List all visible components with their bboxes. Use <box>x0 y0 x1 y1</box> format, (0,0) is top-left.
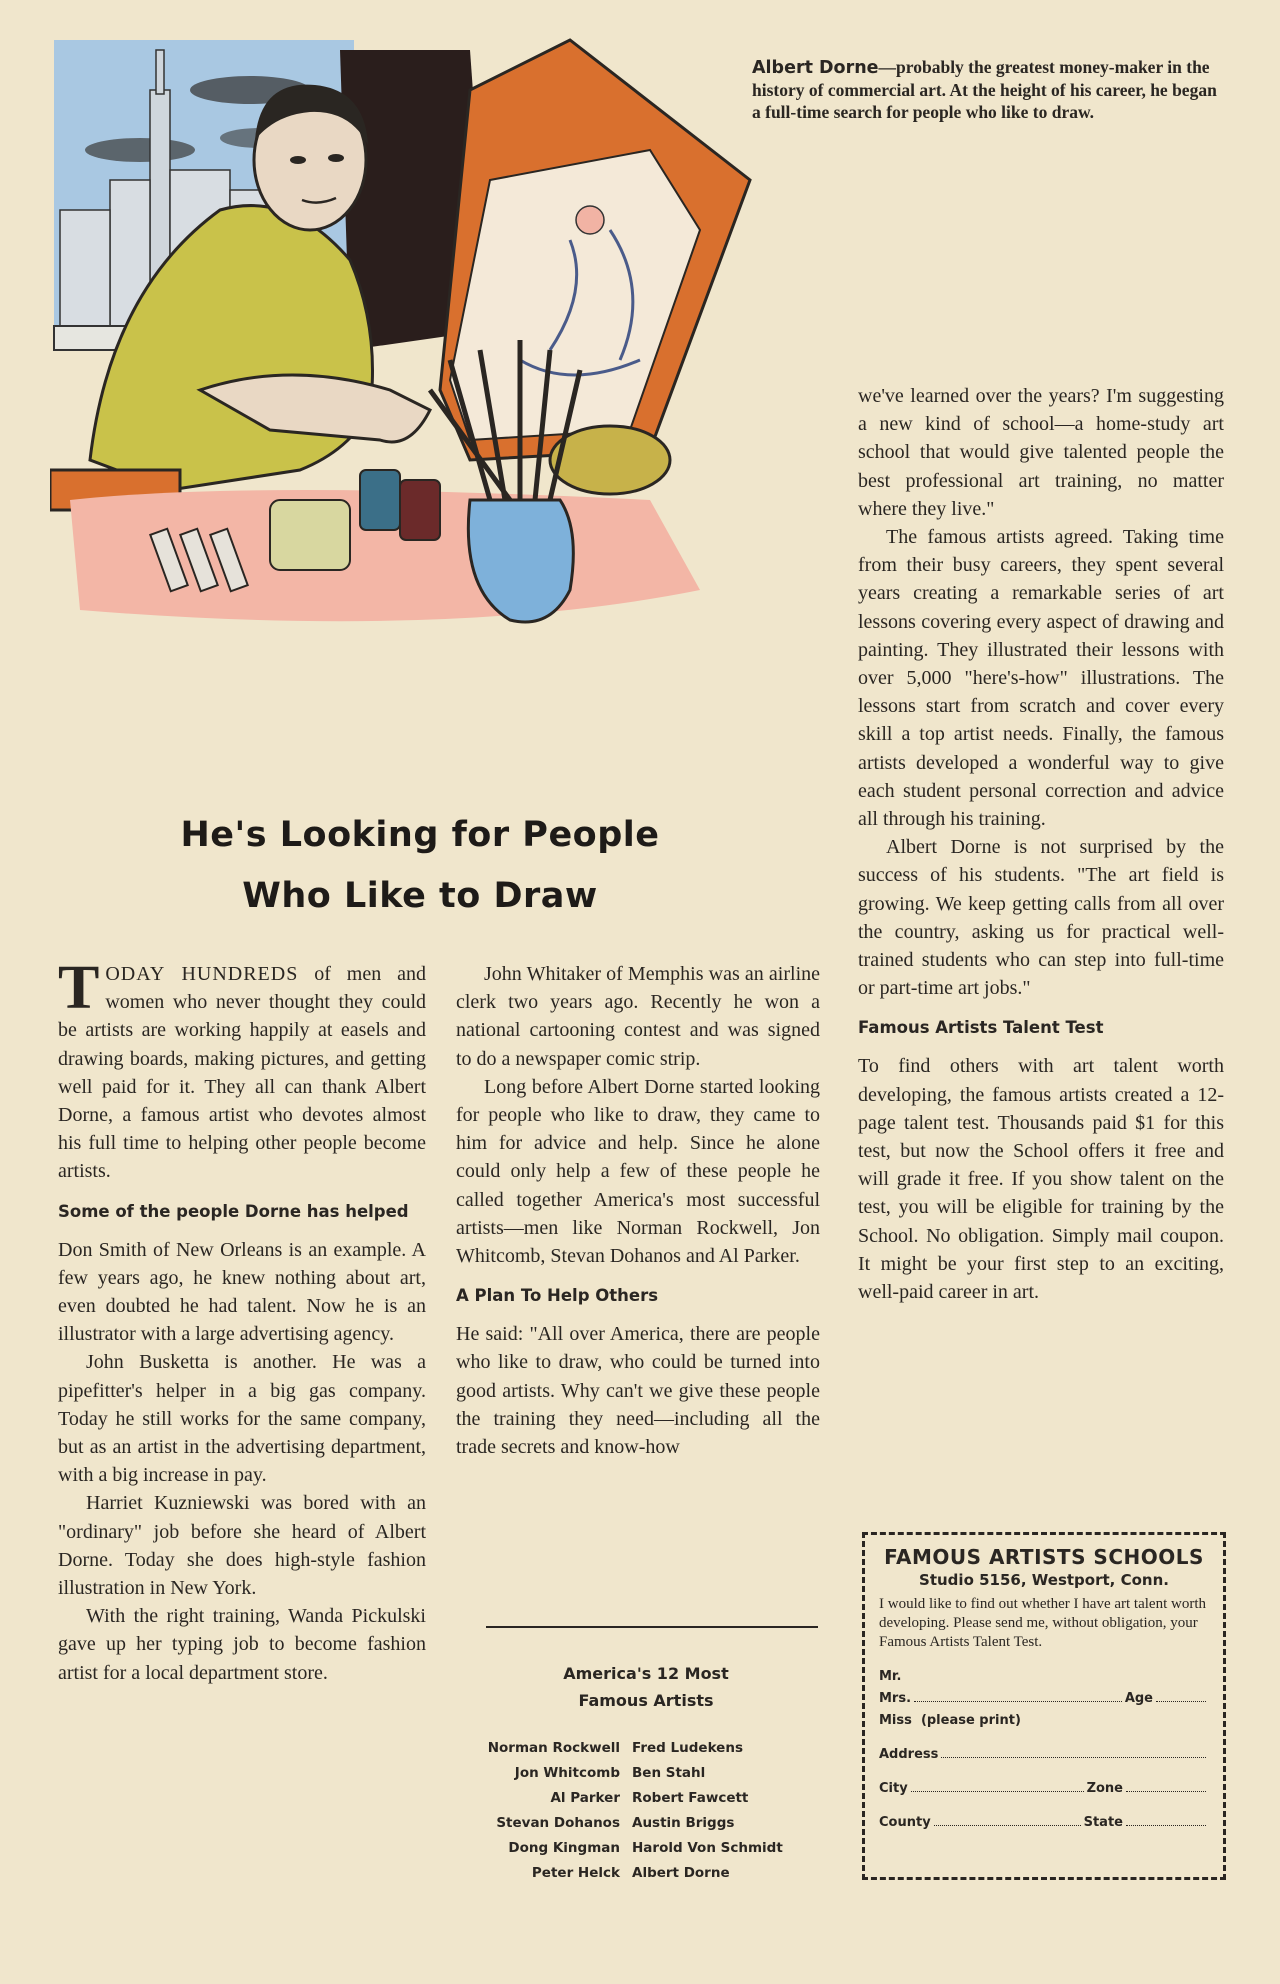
famous-artists-list <box>456 1736 836 1886</box>
city-line[interactable] <box>911 1791 1084 1792</box>
headline-line-1: He's Looking for People <box>180 815 660 855</box>
field-mrs-age[interactable] <box>879 1684 1209 1706</box>
address-line[interactable] <box>941 1757 1206 1758</box>
building <box>60 210 110 330</box>
artist-name: Robert Fawcett <box>632 1790 749 1806</box>
artist-name: Albert Dorne <box>632 1865 730 1881</box>
artist-name: Stevan Dohanos <box>496 1815 620 1831</box>
label-zone: Zone <box>1086 1781 1123 1796</box>
label-city: City <box>879 1781 908 1796</box>
caption-text: —probably the greatest money-maker in the history of commercial art. At the height of his career, he began a full-time search for people who like to draw. <box>752 57 1217 122</box>
paragraph-continued: we've learned over the years? I'm suggesting a new kind of school—a home-study art school that would give talented people the best professional art training, no matter where they live." <box>858 385 1224 520</box>
field-miss[interactable] <box>879 1706 1209 1728</box>
label-mrs: Mrs. <box>879 1691 912 1706</box>
artist-name: Harold Von Schmidt <box>632 1840 783 1856</box>
skyscraper <box>156 50 164 94</box>
artist-row <box>456 1736 836 1761</box>
lead-caps: ODAY HUNDREDS <box>105 963 299 985</box>
label-county: County <box>879 1815 931 1830</box>
paragraph-talent-test: To find others with art talent worth developing, the famous artists created a 12-page talent test. Thousands paid $1 for this test, but now the School offers it free and will grade it free. If you show talent on the test, you will be eligible for training by the School. No obligation. Simply mail coupon. It might be your first step to an exciting, well-paid career in art. <box>858 1055 1224 1304</box>
field-address[interactable] <box>879 1740 1209 1762</box>
artist-row <box>456 1861 836 1886</box>
paint-dish <box>270 500 350 570</box>
subhead-talent-test: Famous Artists Talent Test <box>858 1018 1104 1038</box>
artist-name: Austin Briggs <box>632 1815 735 1831</box>
field-county-state[interactable] <box>879 1808 1209 1830</box>
artist-name: Dong Kingman <box>508 1840 620 1856</box>
artist-name: Al Parker <box>550 1790 620 1806</box>
famous-artists-title <box>456 1660 836 1714</box>
subhead-plan: A Plan To Help Others <box>456 1286 659 1306</box>
intro-text: of men and women who never thought they could be artists are working happily at easels and drawing boards, making pictures, and getting well paid for it. They all can thank Albert Dorne, a famous artist who devotes almost his full time to helping other people become artists. <box>58 963 426 1183</box>
artist-name: Peter Helck <box>531 1865 620 1881</box>
paragraph-he-said: He said: "All over America, there are people who like to draw, who could be turned into good artists. Why can't we give these people the training they need—including all the trade secrets and know-how <box>456 1323 820 1459</box>
paint-jar <box>360 470 400 530</box>
artist-name: Jon Whitcomb <box>514 1765 620 1781</box>
label-address: Address <box>879 1747 939 1762</box>
zone-line[interactable] <box>1126 1791 1206 1792</box>
subhead-dorne-helped: Some of the people Dorne has helped <box>58 1201 409 1221</box>
divider-rule <box>486 1626 818 1628</box>
paragraph-wanda: With the right training, Wanda Pickulski gave up her typing job to become fashion artist for a local department store. <box>58 1605 426 1684</box>
paragraph-artists-agreed: The famous artists agreed. Taking time from their busy careers, they spent several years creating a remarkable series of art lessons covering every aspect of drawing and painting. They illustrated their lessons with over 5,000 "here's-how" illustrations. The lessons start from scratch and cover every skill a top artist needs. Finally, the famous artists developed a wonderful way to give each student personal correction and advice all through his training. <box>858 526 1224 831</box>
intro-paragraph <box>58 954 426 1186</box>
paragraph-john-busketta: John Busketta is another. He was a pipefitter's helper in a big gas company. Today he still works for the same company, but as an artist in the advertising department, with a big increase in pay. <box>58 1351 426 1487</box>
label-state: State <box>1083 1815 1123 1830</box>
famous-title-line-2: Famous Artists <box>578 1691 714 1710</box>
artist-name: Ben Stahl <box>632 1765 706 1781</box>
article-column-1 <box>58 954 426 1687</box>
field-mr[interactable] <box>879 1662 1209 1684</box>
article-column-3 <box>858 382 1224 1306</box>
caption-name: Albert Dorne <box>752 58 879 78</box>
paint-jar <box>400 480 440 540</box>
state-line[interactable] <box>1126 1825 1206 1826</box>
paragraph-john-whitaker: John Whitaker of Memphis was an airline clerk two years ago. Recently he won a national cartooning contest and was signed to do a newspaper comic strip. <box>456 963 820 1070</box>
artist-name: Norman Rockwell <box>487 1740 620 1756</box>
coupon-studio-address: Studio 5156, Westport, Conn. <box>919 1571 1169 1589</box>
age-line[interactable] <box>1156 1701 1206 1702</box>
famous-title-line-1: America's 12 Most <box>563 1664 729 1683</box>
bowl <box>550 426 670 494</box>
article-column-2 <box>456 960 820 1461</box>
coupon-body: I would like to find out whether I have art talent worth developing. Please send me, without obligation, your Famous Artists Talent Test. <box>879 1596 1206 1650</box>
label-mr: Mr. <box>879 1669 902 1684</box>
headline-line-2: Who Like to Draw <box>242 876 598 916</box>
eye <box>328 154 344 162</box>
artist-row <box>456 1761 836 1786</box>
label-miss: Miss <box>879 1713 912 1728</box>
sketch-figure <box>576 206 604 234</box>
county-line[interactable] <box>934 1825 1081 1826</box>
artist-name: Fred Ludekens <box>632 1740 743 1756</box>
field-city-zone[interactable] <box>879 1774 1209 1796</box>
paragraph-harriet: Harriet Kuzniewski was bored with an "ordinary" job before she heard of Albert Dorne. Today she does high-style fashion illustration in New York. <box>58 1492 426 1600</box>
coupon-fields <box>879 1662 1209 1830</box>
mail-coupon[interactable] <box>862 1532 1226 1880</box>
coupon-school-name: FAMOUS ARTISTS SCHOOLS <box>884 1545 1204 1569</box>
name-line[interactable] <box>914 1701 1122 1702</box>
paragraph-don-smith: Don Smith of New Orleans is an example. A few years ago, he knew nothing about art, even doubted he had talent. Now he is an illustrator with a large advertising agency. <box>58 1238 426 1346</box>
paragraph-not-surprised: Albert Dorne is not surprised by the success of his students. "The art field is growing. We keep getting calls from all over the country, asking us for practical well-trained students who can step into full-time or part-time art jobs." <box>858 836 1224 1000</box>
drop-cap: T <box>58 954 100 1022</box>
artist-row <box>456 1836 836 1861</box>
label-age: Age <box>1124 1691 1153 1706</box>
cloud <box>85 138 195 162</box>
illustration-caption <box>752 56 1222 123</box>
label-please-print: (please print) <box>920 1713 1021 1728</box>
artist-row <box>456 1811 836 1836</box>
paragraph-long-before: Long before Albert Dorne started looking for people who like to draw, they came to him for advice and help. Since he alone could only help a few of these people he called together America's most successful artists—men like Norman Rockwell, Jon Whitcomb, Stevan Dohanos and Al Parker. <box>456 1075 820 1268</box>
artist-row <box>456 1786 836 1811</box>
eye <box>290 156 306 164</box>
artist-illustration <box>50 30 810 790</box>
